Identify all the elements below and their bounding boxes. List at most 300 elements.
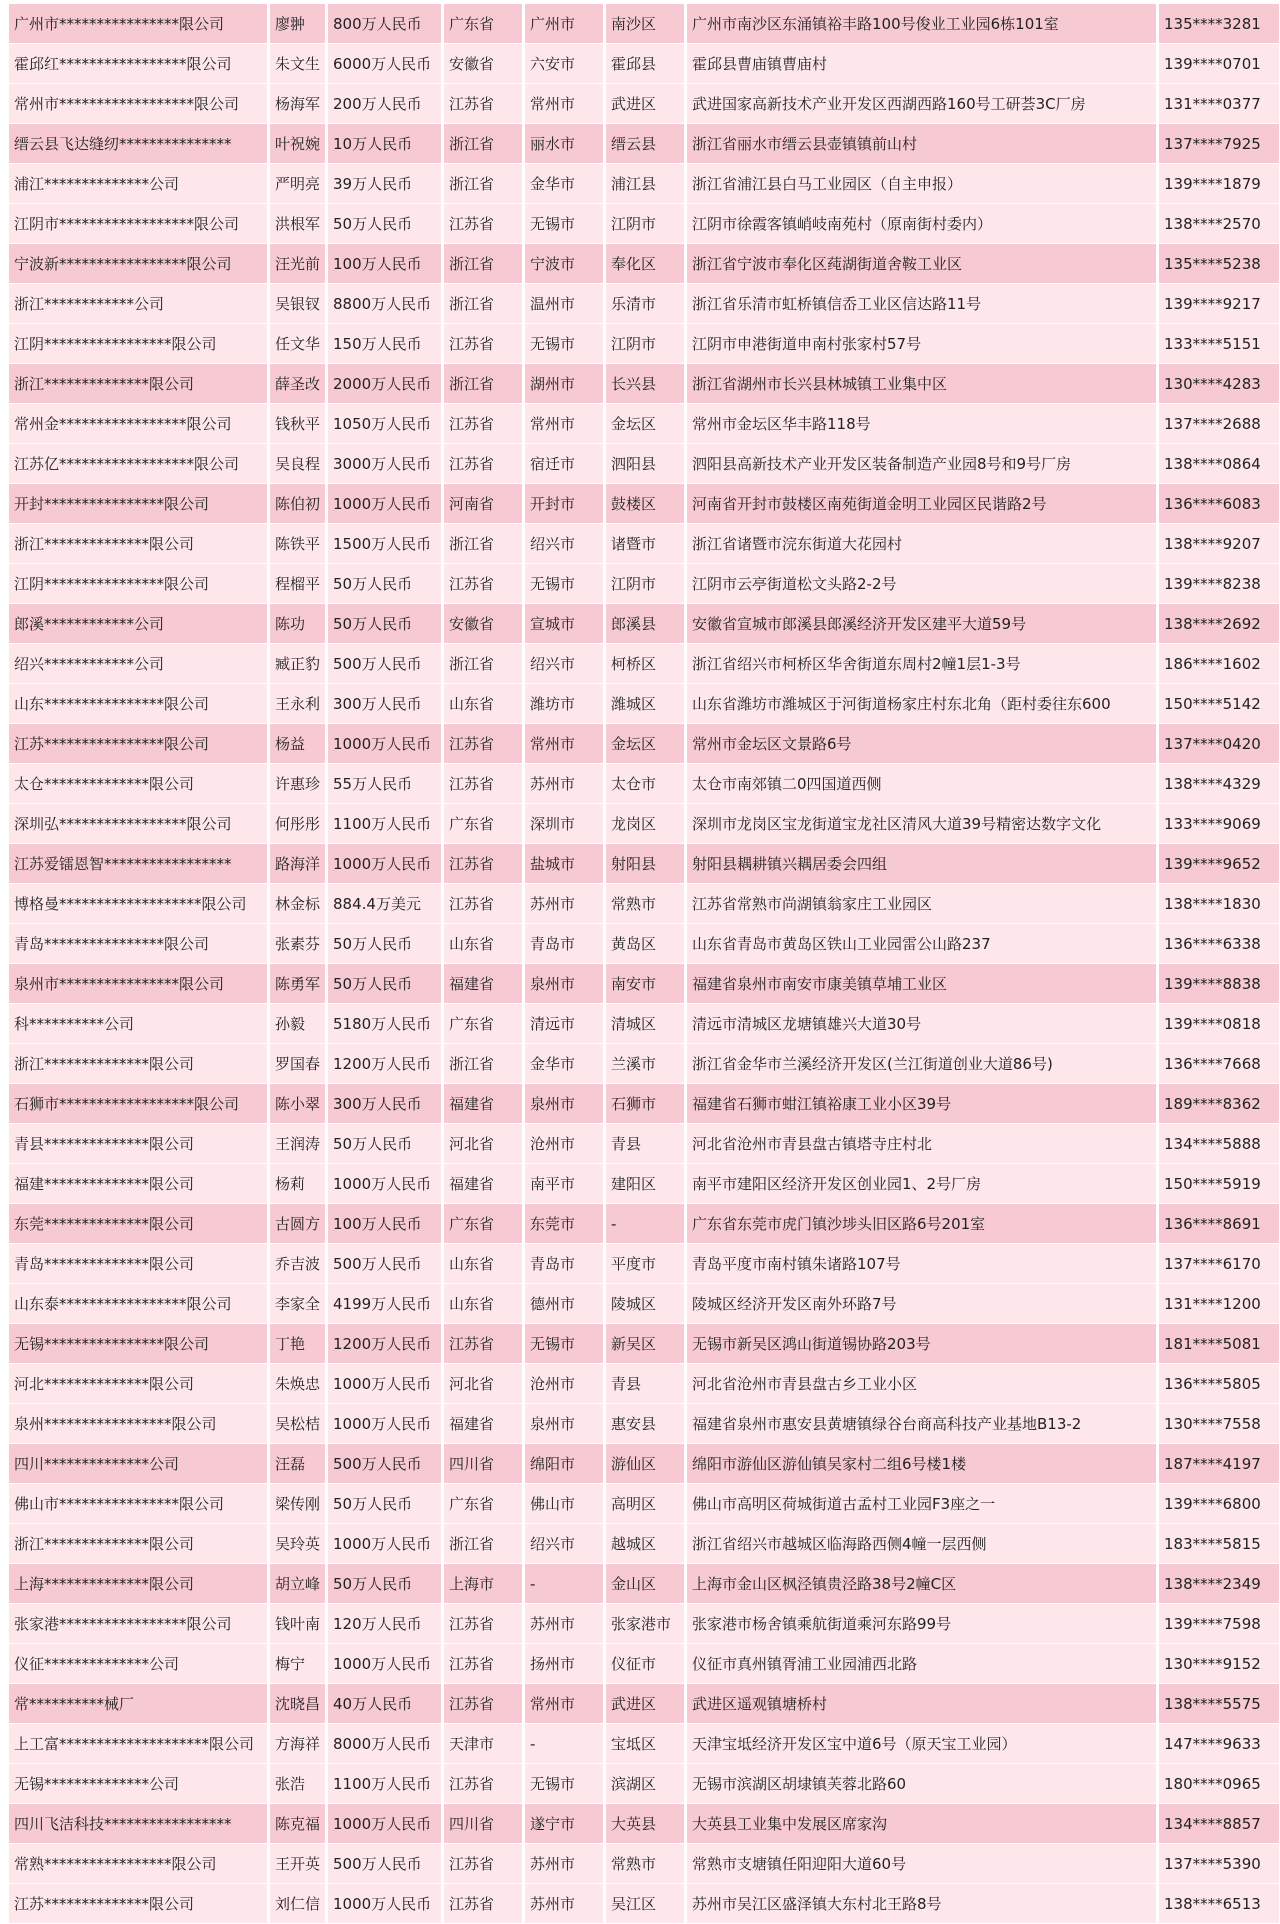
phone-cell: 138****6513 [1159, 1884, 1279, 1924]
city-cell: 沧州市 [525, 1124, 603, 1164]
legal-representative-cell: 乔吉波 [270, 1244, 325, 1284]
legal-representative-cell: 吴玲英 [270, 1524, 325, 1564]
registered-capital-cell: 300万人民币 [328, 684, 441, 724]
registered-capital-cell: 500万人民币 [328, 644, 441, 684]
legal-representative-cell: 吴银钗 [270, 284, 325, 324]
district-cell: 青县 [606, 1364, 684, 1404]
company-name-cell: 仪征**************公司 [9, 1644, 267, 1684]
district-cell: 奉化区 [606, 244, 684, 284]
address-cell: 清远市清城区龙塘镇雄兴大道30号 [687, 1004, 1156, 1044]
phone-cell: 136****6083 [1159, 484, 1279, 524]
company-name-cell: 东莞**************限公司 [9, 1204, 267, 1244]
registered-capital-cell: 6000万人民币 [328, 44, 441, 84]
province-cell: 广东省 [444, 804, 522, 844]
table-row [9, 164, 1279, 204]
registered-capital-cell: 200万人民币 [328, 84, 441, 124]
registered-capital-cell: 100万人民币 [328, 1204, 441, 1244]
address-cell: 苏州市吴江区盛泽镇大东村北王路8号 [687, 1884, 1156, 1924]
city-cell: 常州市 [525, 724, 603, 764]
table-row [9, 1564, 1279, 1604]
company-name-cell: 山东泰*****************限公司 [9, 1284, 267, 1324]
province-cell: 江苏省 [444, 324, 522, 364]
table-row [9, 1604, 1279, 1644]
city-cell: 青岛市 [525, 1244, 603, 1284]
district-cell: 鼓楼区 [606, 484, 684, 524]
company-name-cell: 江阴****************限公司 [9, 564, 267, 604]
district-cell: 滨湖区 [606, 1764, 684, 1804]
legal-representative-cell: 林金标 [270, 884, 325, 924]
province-cell: 浙江省 [444, 164, 522, 204]
address-cell: 江阴市申港街道申南村张家村57号 [687, 324, 1156, 364]
province-cell: 山东省 [444, 1284, 522, 1324]
phone-cell: 187****4197 [1159, 1444, 1279, 1484]
district-cell: 太仓市 [606, 764, 684, 804]
province-cell: 江苏省 [444, 764, 522, 804]
registered-capital-cell: 10万人民币 [328, 124, 441, 164]
legal-representative-cell: 严明亮 [270, 164, 325, 204]
company-name-cell: 青县**************限公司 [9, 1124, 267, 1164]
registered-capital-cell: 1000万人民币 [328, 1644, 441, 1684]
table-row [9, 604, 1279, 644]
province-cell: 福建省 [444, 1164, 522, 1204]
province-cell: 安徽省 [444, 604, 522, 644]
phone-cell: 138****2692 [1159, 604, 1279, 644]
phone-cell: 131****1200 [1159, 1284, 1279, 1324]
company-name-cell: 郎溪************公司 [9, 604, 267, 644]
company-name-cell: 缙云县飞达缝纫*************** [9, 124, 267, 164]
phone-cell: 133****9069 [1159, 804, 1279, 844]
phone-cell: 181****5081 [1159, 1324, 1279, 1364]
registered-capital-cell: 50万人民币 [328, 1124, 441, 1164]
district-cell: 张家港市 [606, 1604, 684, 1644]
district-cell: 诸暨市 [606, 524, 684, 564]
district-cell: 陵城区 [606, 1284, 684, 1324]
legal-representative-cell: 路海洋 [270, 844, 325, 884]
phone-cell: 136****8691 [1159, 1204, 1279, 1244]
company-name-cell: 山东****************限公司 [9, 684, 267, 724]
table-row [9, 124, 1279, 164]
province-cell: 山东省 [444, 684, 522, 724]
legal-representative-cell: 陈勇军 [270, 964, 325, 1004]
registered-capital-cell: 50万人民币 [328, 1564, 441, 1604]
city-cell: 六安市 [525, 44, 603, 84]
company-name-cell: 太仓**************限公司 [9, 764, 267, 804]
registered-capital-cell: 1000万人民币 [328, 1404, 441, 1444]
company-name-cell: 深圳弘*****************限公司 [9, 804, 267, 844]
district-cell: 龙岗区 [606, 804, 684, 844]
address-cell: 南平市建阳区经济开发区创业园1、2号厂房 [687, 1164, 1156, 1204]
phone-cell: 138****1830 [1159, 884, 1279, 924]
district-cell: 江阴市 [606, 324, 684, 364]
address-cell: 浙江省绍兴市越城区临海路西侧4幢一层西侧 [687, 1524, 1156, 1564]
district-cell: - [606, 1204, 684, 1244]
city-cell: 扬州市 [525, 1644, 603, 1684]
city-cell: 温州市 [525, 284, 603, 324]
company-name-cell: 石狮市******************限公司 [9, 1084, 267, 1124]
registered-capital-cell: 1500万人民币 [328, 524, 441, 564]
table-row [9, 524, 1279, 564]
company-name-cell: 浙江**************限公司 [9, 524, 267, 564]
province-cell: 浙江省 [444, 644, 522, 684]
phone-cell: 133****5151 [1159, 324, 1279, 364]
district-cell: 金坛区 [606, 724, 684, 764]
legal-representative-cell: 吴良程 [270, 444, 325, 484]
legal-representative-cell: 张浩 [270, 1764, 325, 1804]
phone-cell: 130****9152 [1159, 1644, 1279, 1684]
registered-capital-cell: 120万人民币 [328, 1604, 441, 1644]
district-cell: 宝坻区 [606, 1724, 684, 1764]
address-cell: 广州市南沙区东涌镇裕丰路100号俊业工业园6栋101室 [687, 4, 1156, 44]
registered-capital-cell: 50万人民币 [328, 204, 441, 244]
table-row [9, 1524, 1279, 1564]
legal-representative-cell: 孙毅 [270, 1004, 325, 1044]
city-cell: 常州市 [525, 84, 603, 124]
phone-cell: 135****5238 [1159, 244, 1279, 284]
district-cell: 建阳区 [606, 1164, 684, 1204]
city-cell: 盐城市 [525, 844, 603, 884]
registered-capital-cell: 50万人民币 [328, 1484, 441, 1524]
district-cell: 游仙区 [606, 1444, 684, 1484]
company-name-cell: 青岛****************限公司 [9, 924, 267, 964]
company-name-cell: 浙江**************限公司 [9, 1524, 267, 1564]
province-cell: 江苏省 [444, 724, 522, 764]
address-cell: 河南省开封市鼓楼区南苑街道金明工业园区民谐路2号 [687, 484, 1156, 524]
city-cell: 绵阳市 [525, 1444, 603, 1484]
phone-cell: 138****9207 [1159, 524, 1279, 564]
city-cell: 苏州市 [525, 884, 603, 924]
company-name-cell: 江苏爱镭恩智***************** [9, 844, 267, 884]
table-row [9, 1004, 1279, 1044]
registered-capital-cell: 500万人民币 [328, 1244, 441, 1284]
legal-representative-cell: 胡立峰 [270, 1564, 325, 1604]
district-cell: 吴江区 [606, 1884, 684, 1924]
address-cell: 福建省泉州市惠安县黄塘镇绿谷台商高科技产业基地B13-2 [687, 1404, 1156, 1444]
district-cell: 清城区 [606, 1004, 684, 1044]
address-cell: 河北省沧州市青县盘古乡工业小区 [687, 1364, 1156, 1404]
registered-capital-cell: 1000万人民币 [328, 484, 441, 524]
phone-cell: 139****7598 [1159, 1604, 1279, 1644]
table-row [9, 764, 1279, 804]
legal-representative-cell: 丁艳 [270, 1324, 325, 1364]
legal-representative-cell: 汪磊 [270, 1444, 325, 1484]
city-cell: 宁波市 [525, 244, 603, 284]
legal-representative-cell: 陈小翠 [270, 1084, 325, 1124]
address-cell: 浙江省乐清市虹桥镇信岙工业区信达路11号 [687, 284, 1156, 324]
registered-capital-cell: 1100万人民币 [328, 804, 441, 844]
company-name-cell: 四川飞洁科技***************** [9, 1804, 267, 1844]
address-cell: 青岛平度市南村镇朱诸路107号 [687, 1244, 1156, 1284]
table-row [9, 324, 1279, 364]
table-row [9, 1724, 1279, 1764]
table-row [9, 1804, 1279, 1844]
district-cell: 新吴区 [606, 1324, 684, 1364]
legal-representative-cell: 罗国春 [270, 1044, 325, 1084]
table-row [9, 84, 1279, 124]
table-row [9, 484, 1279, 524]
phone-cell: 137****0420 [1159, 724, 1279, 764]
company-name-cell: 广州市****************限公司 [9, 4, 267, 44]
address-cell: 陵城区经济开发区南外环路7号 [687, 1284, 1156, 1324]
province-cell: 江苏省 [444, 1844, 522, 1884]
table-row [9, 844, 1279, 884]
province-cell: 江苏省 [444, 1604, 522, 1644]
company-name-cell: 无锡**************公司 [9, 1764, 267, 1804]
city-cell: 青岛市 [525, 924, 603, 964]
company-name-cell: 四川**************公司 [9, 1444, 267, 1484]
address-cell: 大英县工业集中发展区席家沟 [687, 1804, 1156, 1844]
registered-capital-cell: 2000万人民币 [328, 364, 441, 404]
legal-representative-cell: 叶祝婉 [270, 124, 325, 164]
city-cell: 无锡市 [525, 1324, 603, 1364]
province-cell: 江苏省 [444, 564, 522, 604]
city-cell: - [525, 1564, 603, 1604]
registered-capital-cell: 50万人民币 [328, 964, 441, 1004]
district-cell: 越城区 [606, 1524, 684, 1564]
address-cell: 深圳市龙岗区宝龙街道宝龙社区清风大道39号精密达数字文化 [687, 804, 1156, 844]
phone-cell: 139****9652 [1159, 844, 1279, 884]
phone-cell: 189****8362 [1159, 1084, 1279, 1124]
company-name-cell: 无锡****************限公司 [9, 1324, 267, 1364]
address-cell: 浙江省湖州市长兴县林城镇工业集中区 [687, 364, 1156, 404]
province-cell: 浙江省 [444, 124, 522, 164]
table-row [9, 1884, 1279, 1924]
district-cell: 常熟市 [606, 884, 684, 924]
registered-capital-cell: 500万人民币 [328, 1444, 441, 1484]
company-name-cell: 福建**************限公司 [9, 1164, 267, 1204]
legal-representative-cell: 任文华 [270, 324, 325, 364]
province-cell: 广东省 [444, 4, 522, 44]
phone-cell: 139****6800 [1159, 1484, 1279, 1524]
company-name-cell: 上海**************限公司 [9, 1564, 267, 1604]
table-row [9, 1364, 1279, 1404]
province-cell: 安徽省 [444, 44, 522, 84]
phone-cell: 137****7925 [1159, 124, 1279, 164]
registered-capital-cell: 1200万人民币 [328, 1324, 441, 1364]
district-cell: 南沙区 [606, 4, 684, 44]
company-name-cell: 上工富********************限公司 [9, 1724, 267, 1764]
province-cell: 福建省 [444, 1084, 522, 1124]
district-cell: 射阳县 [606, 844, 684, 884]
province-cell: 广东省 [444, 1204, 522, 1244]
city-cell: - [525, 1724, 603, 1764]
address-cell: 山东省潍坊市潍城区于河街道杨家庄村东北角（距村委往东600 [687, 684, 1156, 724]
legal-representative-cell: 程榴平 [270, 564, 325, 604]
province-cell: 江苏省 [444, 844, 522, 884]
company-name-cell: 浙江**************限公司 [9, 1044, 267, 1084]
company-table [6, 4, 1280, 1924]
city-cell: 金华市 [525, 164, 603, 204]
phone-cell: 136****6338 [1159, 924, 1279, 964]
city-cell: 无锡市 [525, 564, 603, 604]
district-cell: 高明区 [606, 1484, 684, 1524]
city-cell: 泉州市 [525, 1084, 603, 1124]
address-cell: 无锡市滨湖区胡埭镇芙蓉北路60 [687, 1764, 1156, 1804]
company-name-cell: 江阴*****************限公司 [9, 324, 267, 364]
table-row [9, 564, 1279, 604]
company-name-cell: 绍兴************公司 [9, 644, 267, 684]
legal-representative-cell: 汪光前 [270, 244, 325, 284]
phone-cell: 150****5142 [1159, 684, 1279, 724]
address-cell: 江阴市徐霞客镇峭岐南苑村（原南街村委内） [687, 204, 1156, 244]
table-row [9, 1324, 1279, 1364]
phone-cell: 137****5390 [1159, 1844, 1279, 1884]
phone-cell: 135****3281 [1159, 4, 1279, 44]
address-cell: 浙江省宁波市奉化区莼湖街道舍鞍工业区 [687, 244, 1156, 284]
table-row [9, 1844, 1279, 1884]
phone-cell: 136****7668 [1159, 1044, 1279, 1084]
district-cell: 长兴县 [606, 364, 684, 404]
registered-capital-cell: 1000万人民币 [328, 1164, 441, 1204]
phone-cell: 186****1602 [1159, 644, 1279, 684]
legal-representative-cell: 张素芬 [270, 924, 325, 964]
table-row [9, 724, 1279, 764]
city-cell: 绍兴市 [525, 1524, 603, 1564]
legal-representative-cell: 朱文生 [270, 44, 325, 84]
legal-representative-cell: 梁传刚 [270, 1484, 325, 1524]
city-cell: 无锡市 [525, 324, 603, 364]
phone-cell: 139****9217 [1159, 284, 1279, 324]
district-cell: 潍城区 [606, 684, 684, 724]
table-row [9, 244, 1279, 284]
registered-capital-cell: 50万人民币 [328, 604, 441, 644]
phone-cell: 138****5575 [1159, 1684, 1279, 1724]
district-cell: 柯桥区 [606, 644, 684, 684]
phone-cell: 138****0864 [1159, 444, 1279, 484]
phone-cell: 180****0965 [1159, 1764, 1279, 1804]
registered-capital-cell: 50万人民币 [328, 564, 441, 604]
legal-representative-cell: 杨益 [270, 724, 325, 764]
table-row [9, 1484, 1279, 1524]
province-cell: 福建省 [444, 1404, 522, 1444]
address-cell: 张家港市杨舍镇乘航街道乘河东路99号 [687, 1604, 1156, 1644]
city-cell: 南平市 [525, 1164, 603, 1204]
address-cell: 浙江省绍兴市柯桥区华舍街道东周村2幢1层1-3号 [687, 644, 1156, 684]
district-cell: 石狮市 [606, 1084, 684, 1124]
phone-cell: 139****1879 [1159, 164, 1279, 204]
legal-representative-cell: 王润涛 [270, 1124, 325, 1164]
company-name-cell: 常州金*****************限公司 [9, 404, 267, 444]
district-cell: 青县 [606, 1124, 684, 1164]
registered-capital-cell: 1100万人民币 [328, 1764, 441, 1804]
city-cell: 德州市 [525, 1284, 603, 1324]
table-row [9, 284, 1279, 324]
table-row [9, 1204, 1279, 1244]
company-name-cell: 泉州*****************限公司 [9, 1404, 267, 1444]
address-cell: 上海市金山区枫泾镇贵泾路38号2幢C区 [687, 1564, 1156, 1604]
registered-capital-cell: 40万人民币 [328, 1684, 441, 1724]
phone-cell: 136****5805 [1159, 1364, 1279, 1404]
table-row [9, 1284, 1279, 1324]
district-cell: 兰溪市 [606, 1044, 684, 1084]
registered-capital-cell: 100万人民币 [328, 244, 441, 284]
company-name-cell: 常熟*****************限公司 [9, 1844, 267, 1884]
province-cell: 河南省 [444, 484, 522, 524]
company-name-cell: 科**********公司 [9, 1004, 267, 1044]
company-name-cell: 博格曼*******************限公司 [9, 884, 267, 924]
province-cell: 河北省 [444, 1124, 522, 1164]
district-cell: 乐清市 [606, 284, 684, 324]
phone-cell: 138****4329 [1159, 764, 1279, 804]
legal-representative-cell: 沈晓昌 [270, 1684, 325, 1724]
registered-capital-cell: 150万人民币 [328, 324, 441, 364]
address-cell: 常熟市支塘镇任阳迎阳大道60号 [687, 1844, 1156, 1884]
phone-cell: 130****4283 [1159, 364, 1279, 404]
legal-representative-cell: 臧正豹 [270, 644, 325, 684]
province-cell: 浙江省 [444, 364, 522, 404]
phone-cell: 139****0701 [1159, 44, 1279, 84]
company-name-cell: 张家港*****************限公司 [9, 1604, 267, 1644]
city-cell: 常州市 [525, 1684, 603, 1724]
address-cell: 绵阳市游仙区游仙镇吴家村二组6号楼1楼 [687, 1444, 1156, 1484]
table-row [9, 804, 1279, 844]
province-cell: 山东省 [444, 1244, 522, 1284]
district-cell: 缙云县 [606, 124, 684, 164]
province-cell: 浙江省 [444, 244, 522, 284]
province-cell: 上海市 [444, 1564, 522, 1604]
company-name-cell: 常州市******************限公司 [9, 84, 267, 124]
company-name-cell: 浙江************公司 [9, 284, 267, 324]
legal-representative-cell: 吴松桔 [270, 1404, 325, 1444]
phone-cell: 150****5919 [1159, 1164, 1279, 1204]
registered-capital-cell: 1200万人民币 [328, 1044, 441, 1084]
company-name-cell: 江苏亿******************限公司 [9, 444, 267, 484]
company-name-cell: 浙江**************限公司 [9, 364, 267, 404]
registered-capital-cell: 4199万人民币 [328, 1284, 441, 1324]
table-row [9, 1404, 1279, 1444]
registered-capital-cell: 1000万人民币 [328, 1364, 441, 1404]
address-cell: 泗阳县高新技术产业开发区装备制造产业园8号和9号厂房 [687, 444, 1156, 484]
district-cell: 常熟市 [606, 1844, 684, 1884]
district-cell: 黄岛区 [606, 924, 684, 964]
address-cell: 佛山市高明区荷城街道古孟村工业园F3座之一 [687, 1484, 1156, 1524]
province-cell: 浙江省 [444, 1044, 522, 1084]
registered-capital-cell: 1000万人民币 [328, 844, 441, 884]
phone-cell: 138****2349 [1159, 1564, 1279, 1604]
legal-representative-cell: 王开英 [270, 1844, 325, 1884]
city-cell: 清远市 [525, 1004, 603, 1044]
registered-capital-cell: 50万人民币 [328, 924, 441, 964]
province-cell: 浙江省 [444, 1524, 522, 1564]
address-cell: 江苏省常熟市尚湖镇翁家庄工业园区 [687, 884, 1156, 924]
company-name-cell: 江苏**************限公司 [9, 1884, 267, 1924]
district-cell: 郎溪县 [606, 604, 684, 644]
district-cell: 江阴市 [606, 204, 684, 244]
phone-cell: 137****2688 [1159, 404, 1279, 444]
phone-cell: 139****0818 [1159, 1004, 1279, 1044]
address-cell: 山东省青岛市黄岛区铁山工业园雷公山路237 [687, 924, 1156, 964]
registered-capital-cell: 55万人民币 [328, 764, 441, 804]
province-cell: 浙江省 [444, 524, 522, 564]
city-cell: 宣城市 [525, 604, 603, 644]
legal-representative-cell: 钱叶南 [270, 1604, 325, 1644]
district-cell: 金山区 [606, 1564, 684, 1604]
company-name-cell: 霍邱红*****************限公司 [9, 44, 267, 84]
registered-capital-cell: 500万人民币 [328, 1844, 441, 1884]
city-cell: 深圳市 [525, 804, 603, 844]
table-row [9, 1644, 1279, 1684]
district-cell: 武进区 [606, 84, 684, 124]
district-cell: 浦江县 [606, 164, 684, 204]
phone-cell: 134****8857 [1159, 1804, 1279, 1844]
table-row [9, 964, 1279, 1004]
address-cell: 太仓市南郊镇二0四国道西侧 [687, 764, 1156, 804]
registered-capital-cell: 300万人民币 [328, 1084, 441, 1124]
province-cell: 江苏省 [444, 84, 522, 124]
company-name-cell: 泉州市****************限公司 [9, 964, 267, 1004]
province-cell: 江苏省 [444, 444, 522, 484]
address-cell: 浙江省浦江县白马工业园区（自主申报） [687, 164, 1156, 204]
city-cell: 沧州市 [525, 1364, 603, 1404]
